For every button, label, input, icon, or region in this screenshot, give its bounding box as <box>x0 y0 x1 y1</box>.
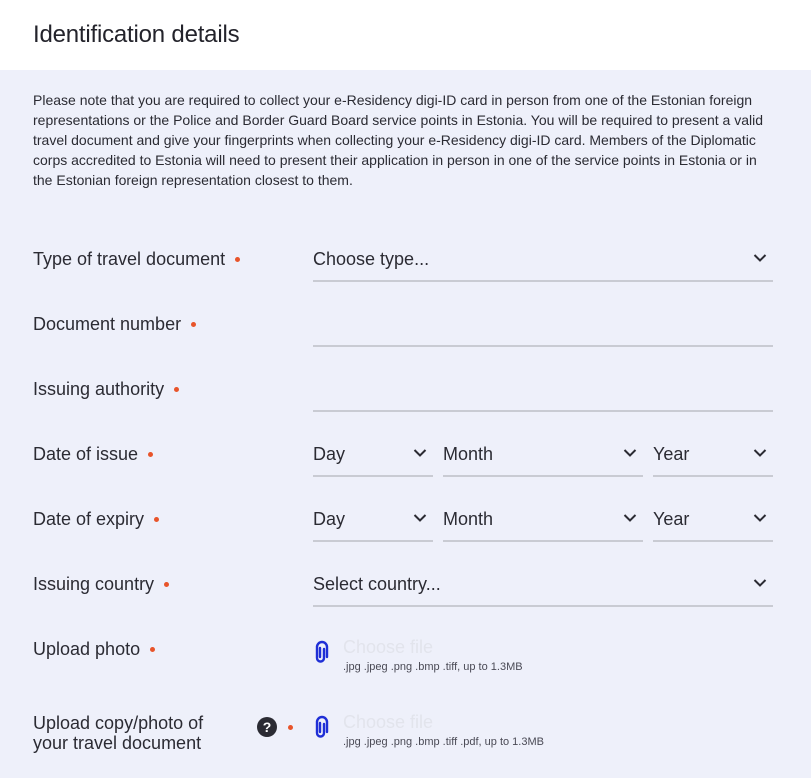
travel-doc-type-label: Type of travel document <box>33 248 240 270</box>
required-indicator <box>235 257 240 262</box>
required-indicator <box>191 322 196 327</box>
upload-travel-doc-row <box>0 713 811 763</box>
page-header <box>0 0 811 70</box>
chevron-down-icon <box>413 513 427 523</box>
document-number-row <box>0 313 811 363</box>
question-circle-icon[interactable]: ? <box>257 717 277 737</box>
issuing-authority-row <box>0 378 811 428</box>
date-of-issue-row <box>0 443 811 493</box>
expiry-month-select[interactable]: Month <box>443 508 643 542</box>
issuing-authority-input[interactable] <box>313 378 773 412</box>
required-indicator <box>148 452 153 457</box>
chevron-down-icon <box>753 578 767 588</box>
page-title: Identification details <box>33 21 240 48</box>
expiry-day-select[interactable]: Day <box>313 508 433 542</box>
notice-text: Please note that you are required to collect your e-Residency digi-ID card in person from one of the Estonian foreign representations or the Police and Border Guard Board service points in Estonia. You will be required to present a valid travel document and give your fingerprints when collecting your e-Residency digi-ID card. Members of the Diplomatic corps accredited to Estonia will need to present their application in person in one of the service points in Estonia or in the Estonian foreign representation closest to them. <box>33 92 763 188</box>
issuing-country-select[interactable]: Select country... <box>313 573 773 607</box>
travel-doc-type-row <box>0 248 811 298</box>
date-of-expiry-row <box>0 508 811 558</box>
upload-photo-row <box>0 638 811 688</box>
issue-year-select[interactable]: Year <box>653 443 773 477</box>
chevron-down-icon <box>753 448 767 458</box>
upload-travel-doc-label: Upload copy/photo of your travel document <box>33 713 204 753</box>
paperclip-icon <box>313 715 331 739</box>
chevron-down-icon <box>623 448 637 458</box>
choose-file-button[interactable]: Choose file <box>343 637 434 657</box>
date-of-expiry-label: Date of expiry <box>33 508 159 530</box>
issuing-country-row <box>0 573 811 623</box>
date-of-issue-label: Date of issue <box>33 443 153 465</box>
form-panel <box>0 70 811 778</box>
expiry-year-select[interactable]: Year <box>653 508 773 542</box>
chevron-down-icon <box>753 253 767 263</box>
chevron-down-icon <box>623 513 637 523</box>
upload-photo-label: Upload photo <box>33 638 155 660</box>
issue-month-select[interactable]: Month <box>443 443 643 477</box>
choose-file-button[interactable]: Choose file <box>343 712 434 732</box>
file-type-hint: .jpg .jpeg .png .bmp .tiff .pdf, up to 1.3MB <box>343 736 544 748</box>
issue-day-select[interactable]: Day <box>313 443 433 477</box>
document-number-input[interactable] <box>313 313 773 347</box>
chevron-down-icon <box>413 448 427 458</box>
file-type-hint: .jpg .jpeg .png .bmp .tiff, up to 1.3MB <box>343 661 523 673</box>
required-indicator <box>288 725 293 730</box>
required-indicator <box>154 517 159 522</box>
required-indicator <box>174 387 179 392</box>
issuing-authority-label: Issuing authority <box>33 378 179 400</box>
issuing-country-label: Issuing country <box>33 573 169 595</box>
required-indicator <box>164 582 169 587</box>
document-number-label: Document number <box>33 313 196 335</box>
travel-doc-type-select[interactable]: Choose type... <box>313 248 773 282</box>
chevron-down-icon <box>753 513 767 523</box>
required-indicator <box>150 647 155 652</box>
paperclip-icon <box>313 640 331 664</box>
